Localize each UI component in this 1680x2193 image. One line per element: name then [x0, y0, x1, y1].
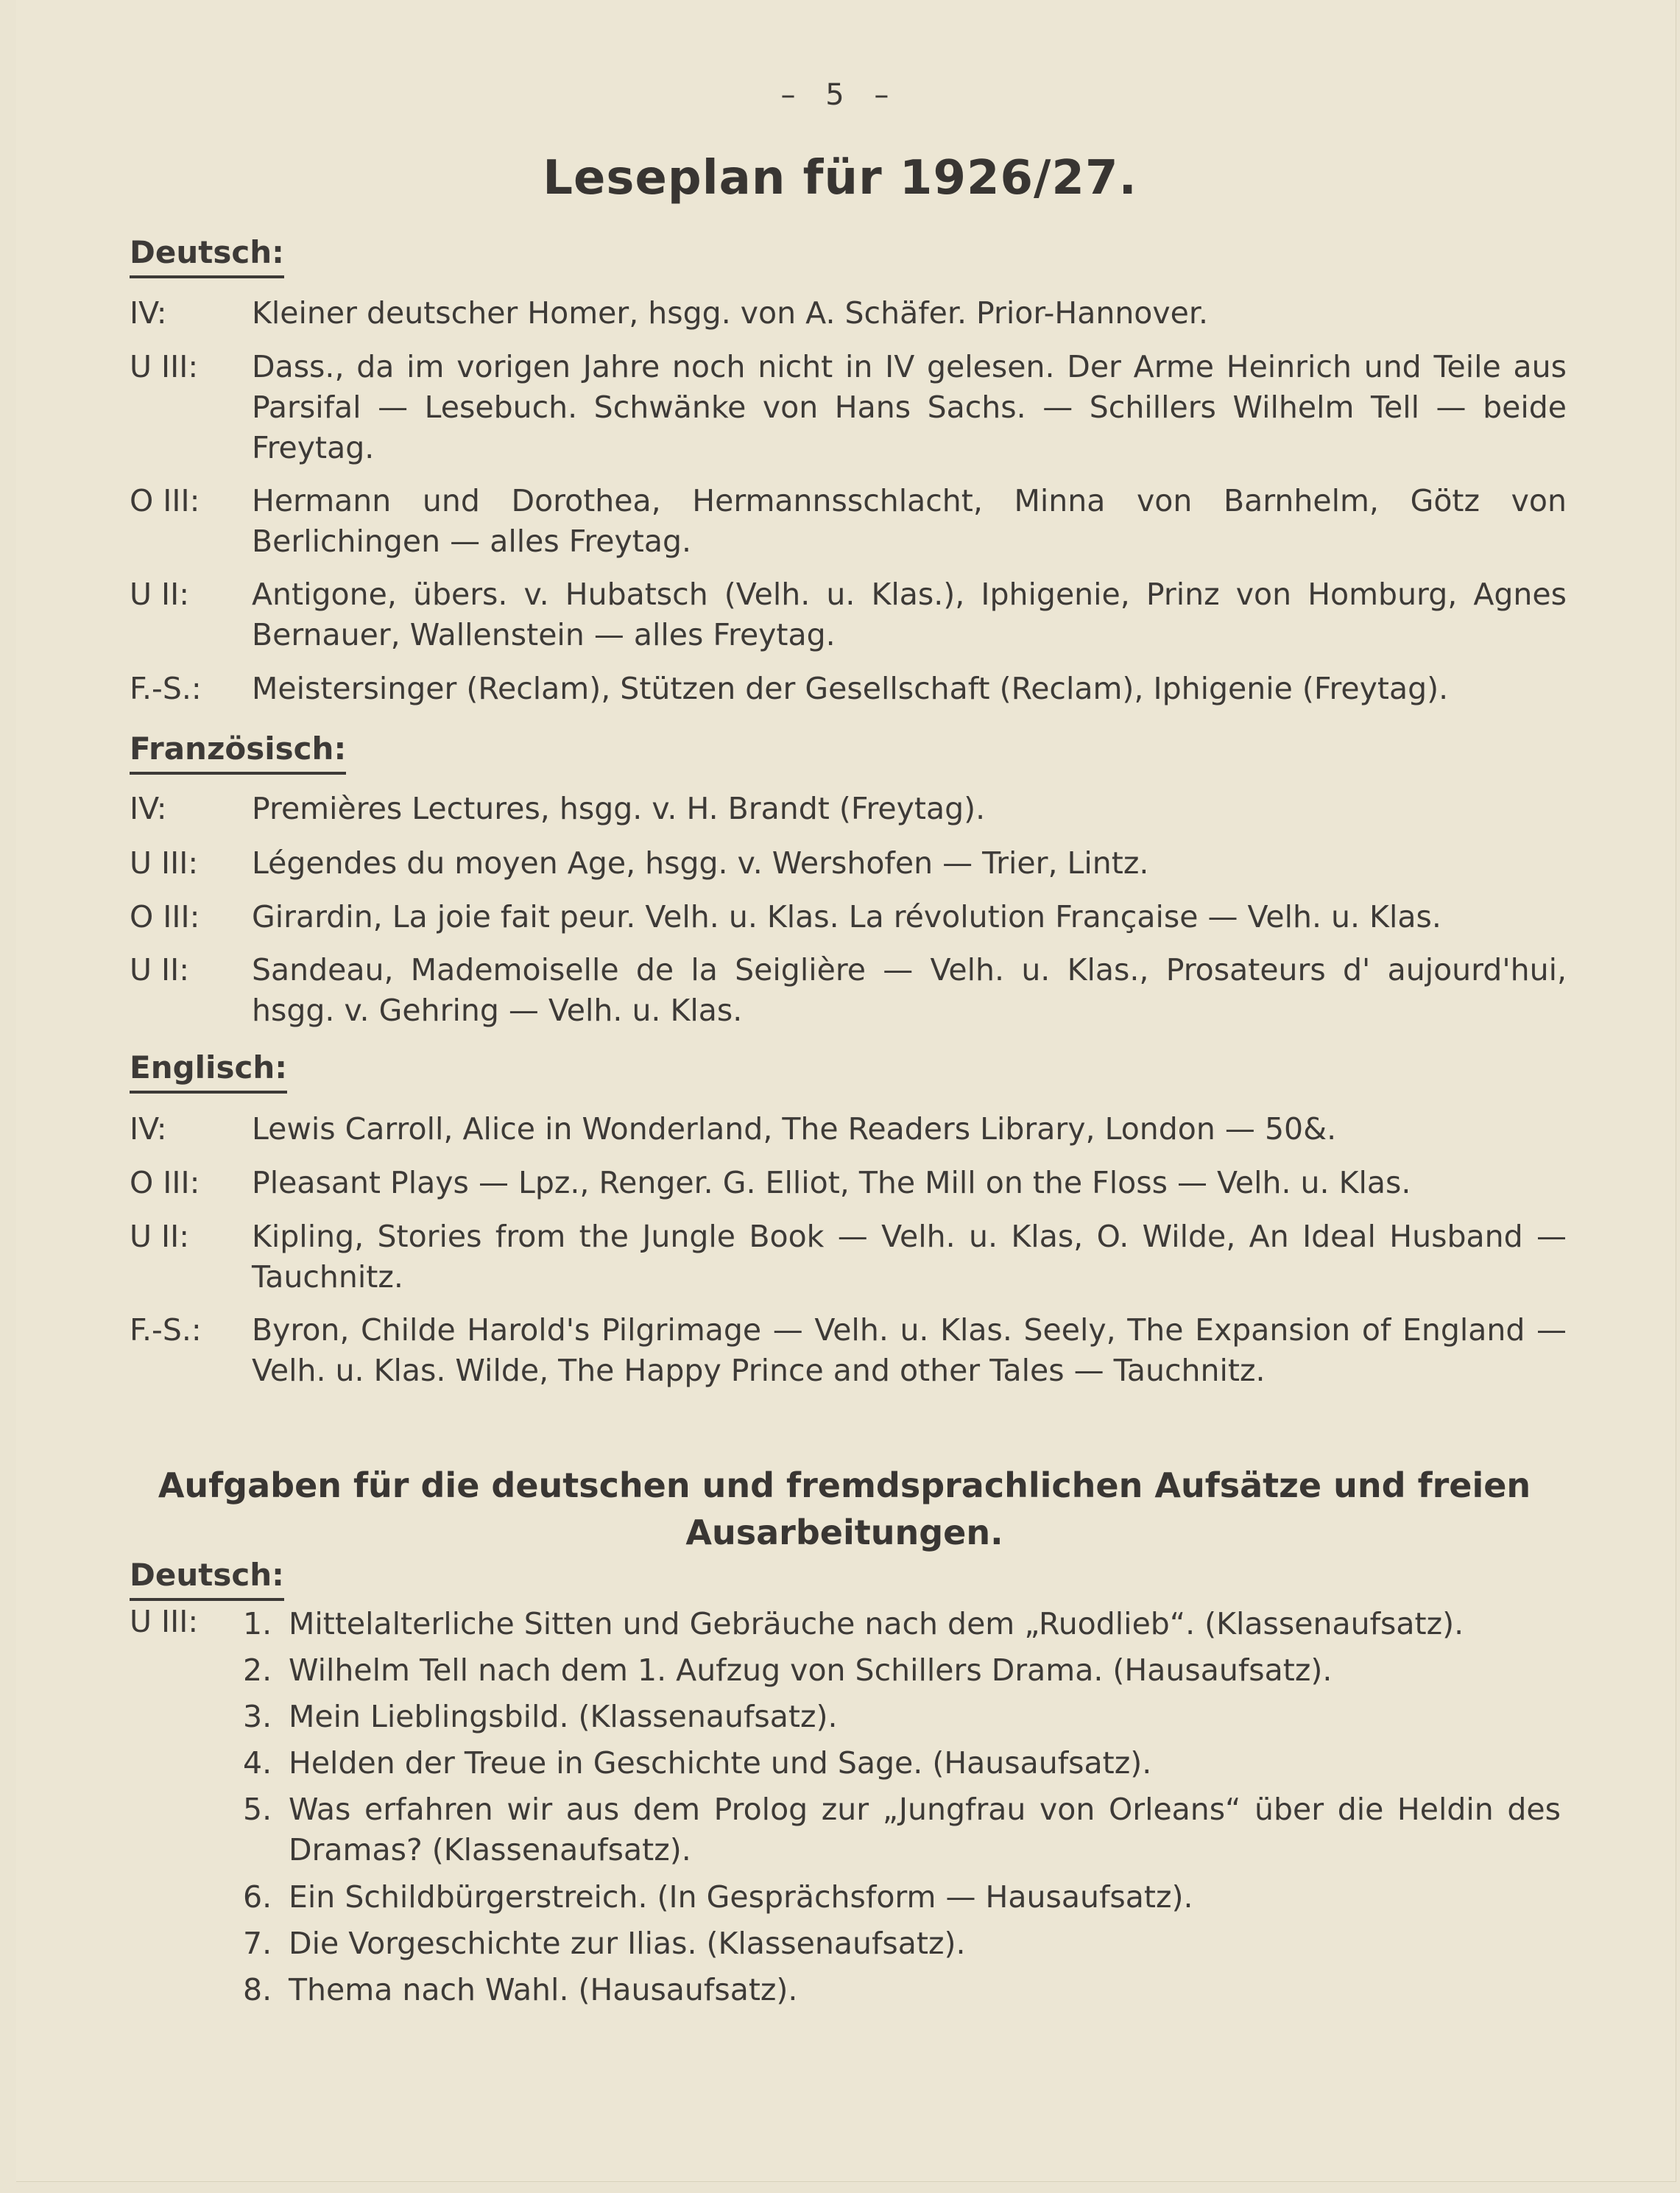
reading-text: Kleiner deutscher Homer, hsgg. von A. Schäfer. Prior-Hannover. — [252, 295, 1209, 331]
essay-text: Wilhelm Tell nach dem 1. Aufzug von Schillers Drama. (Hausaufsatz). — [289, 1652, 1333, 1688]
subject-heading-franzoesisch: Französisch: — [130, 731, 346, 775]
essay-item — [243, 1877, 1561, 1918]
reading-entry — [130, 1217, 1567, 1298]
subject-heading-deutsch: Deutsch: — [130, 234, 284, 278]
class-label: IV: — [130, 1111, 167, 1147]
reading-entry — [130, 1109, 1567, 1150]
class-label: O III: — [130, 483, 200, 518]
reading-text: Kipling, Stories from the Jungle Book — Velh. u. Klas, O. Wilde, An Ideal Husband — Tauchnitz. — [252, 1219, 1567, 1295]
essay-item — [243, 1743, 1561, 1784]
class-label: F.-S.: — [130, 671, 202, 706]
class-label: U III: — [130, 349, 199, 384]
class-label: U III: — [130, 1604, 199, 1639]
essay-number: 6. — [243, 1879, 272, 1915]
reading-text: Byron, Childe Harold's Pilgrimage — Velh. u. Klas. Seely, The Expansion of England — Velh. u. Klas. Wilde, The Happy Prince and other Tales — Tauchnitz. — [252, 1312, 1567, 1388]
essay-number: 3. — [243, 1699, 272, 1734]
essay-number: 8. — [243, 1972, 272, 2007]
class-label: U II: — [130, 1219, 190, 1254]
reading-entry — [130, 574, 1567, 655]
reading-entry — [130, 897, 1567, 937]
page-number: – 5 – — [780, 78, 900, 112]
reading-entry — [130, 669, 1567, 709]
reading-text: Antigone, übers. v. Hubatsch (Velh. u. Klas.), Iphigenie, Prinz von Homburg, Agnes Bernauer, Wallenstein — alles Freytag. — [252, 577, 1567, 652]
reading-text: Girardin, La joie fait peur. Velh. u. Klas. La révolution Française — Velh. u. Klas. — [252, 899, 1441, 934]
essay-text: Helden der Treue in Geschichte und Sage. (Hausaufsatz). — [289, 1745, 1152, 1781]
reading-entry — [130, 1310, 1567, 1391]
essay-text: Thema nach Wahl. (Hausaufsatz). — [289, 1972, 798, 2007]
reading-text: Premières Lectures, hsgg. v. H. Brandt (Freytag). — [252, 791, 986, 826]
essay-item — [243, 1923, 1561, 1964]
reading-entry — [130, 950, 1567, 1031]
essay-item — [243, 1789, 1561, 1870]
class-label: U III: — [130, 845, 199, 881]
class-label: O III: — [130, 899, 200, 934]
essays-heading: Aufgaben für die deutschen und fremdsprachlichen Aufsätze und freien Ausarbeitungen. — [158, 1465, 1531, 1552]
page-title: Leseplan für 1926/27. — [543, 151, 1137, 205]
reading-entry — [130, 789, 1567, 829]
class-label: U II: — [130, 952, 190, 988]
reading-text: Dass., da im vorigen Jahre noch nicht in IV gelesen. Der Arme Heinrich und Teile aus Parsifal — Lesebuch. Schwänke von Hans Sachs. — Schillers Wilhelm Tell — beide Freytag. — [252, 349, 1567, 465]
reading-entry — [130, 843, 1567, 884]
essay-item — [243, 1970, 1561, 2010]
reading-entry — [130, 1163, 1567, 1203]
essay-number: 2. — [243, 1652, 272, 1688]
essay-number: 1. — [243, 1606, 272, 1641]
reading-text: Sandeau, Mademoiselle de la Seiglière — Velh. u. Klas., Prosateurs d' aujourd'hui, hsgg. v. Gehring — Velh. u. Klas. — [252, 952, 1567, 1028]
essay-item — [243, 1697, 1561, 1737]
essay-item — [243, 1650, 1561, 1691]
class-label: O III: — [130, 1165, 200, 1200]
essay-text: Was erfahren wir aus dem Prolog zur „Jungfrau von Orleans“ über die Heldin des Dramas? (Klassenaufsatz). — [289, 1792, 1561, 1868]
reading-text: Hermann und Dorothea, Hermannsschlacht, Minna von Barnhelm, Götz von Berlichingen — alles Freytag. — [252, 483, 1567, 559]
essay-number: 4. — [243, 1745, 272, 1781]
class-label: U II: — [130, 577, 190, 612]
reading-text: Pleasant Plays — Lpz., Renger. G. Elliot, The Mill on the Floss — Velh. u. Klas. — [252, 1165, 1411, 1200]
essay-number: 5. — [243, 1792, 272, 1827]
class-label: IV: — [130, 295, 167, 331]
subject-heading-deutsch-essays: Deutsch: — [130, 1557, 284, 1601]
essay-number: 7. — [243, 1926, 272, 1961]
reading-entry — [130, 347, 1567, 468]
essay-text: Ein Schildbürgerstreich. (In Gesprächsform — Hausaufsatz). — [289, 1879, 1193, 1915]
class-label: F.-S.: — [130, 1312, 202, 1348]
essay-text: Die Vorgeschichte zur Ilias. (Klassenaufsatz). — [289, 1926, 966, 1961]
essay-item — [243, 1604, 1561, 1644]
reading-entry — [130, 293, 1567, 334]
class-label: IV: — [130, 791, 167, 826]
subject-heading-englisch: Englisch: — [130, 1049, 287, 1094]
essay-text: Mittelalterliche Sitten und Gebräuche nach dem „Ruodlieb“. (Klassenaufsatz). — [289, 1606, 1464, 1641]
reading-entry — [130, 481, 1567, 562]
reading-text: Lewis Carroll, Alice in Wonderland, The Readers Library, London — 50&. — [252, 1111, 1337, 1147]
reading-text: Meistersinger (Reclam), Stützen der Gesellschaft (Reclam), Iphigenie (Freytag). — [252, 671, 1449, 706]
essay-text: Mein Lieblingsbild. (Klassenaufsatz). — [289, 1699, 838, 1734]
reading-text: Légendes du moyen Age, hsgg. v. Wershofen — Trier, Lintz. — [252, 845, 1149, 881]
